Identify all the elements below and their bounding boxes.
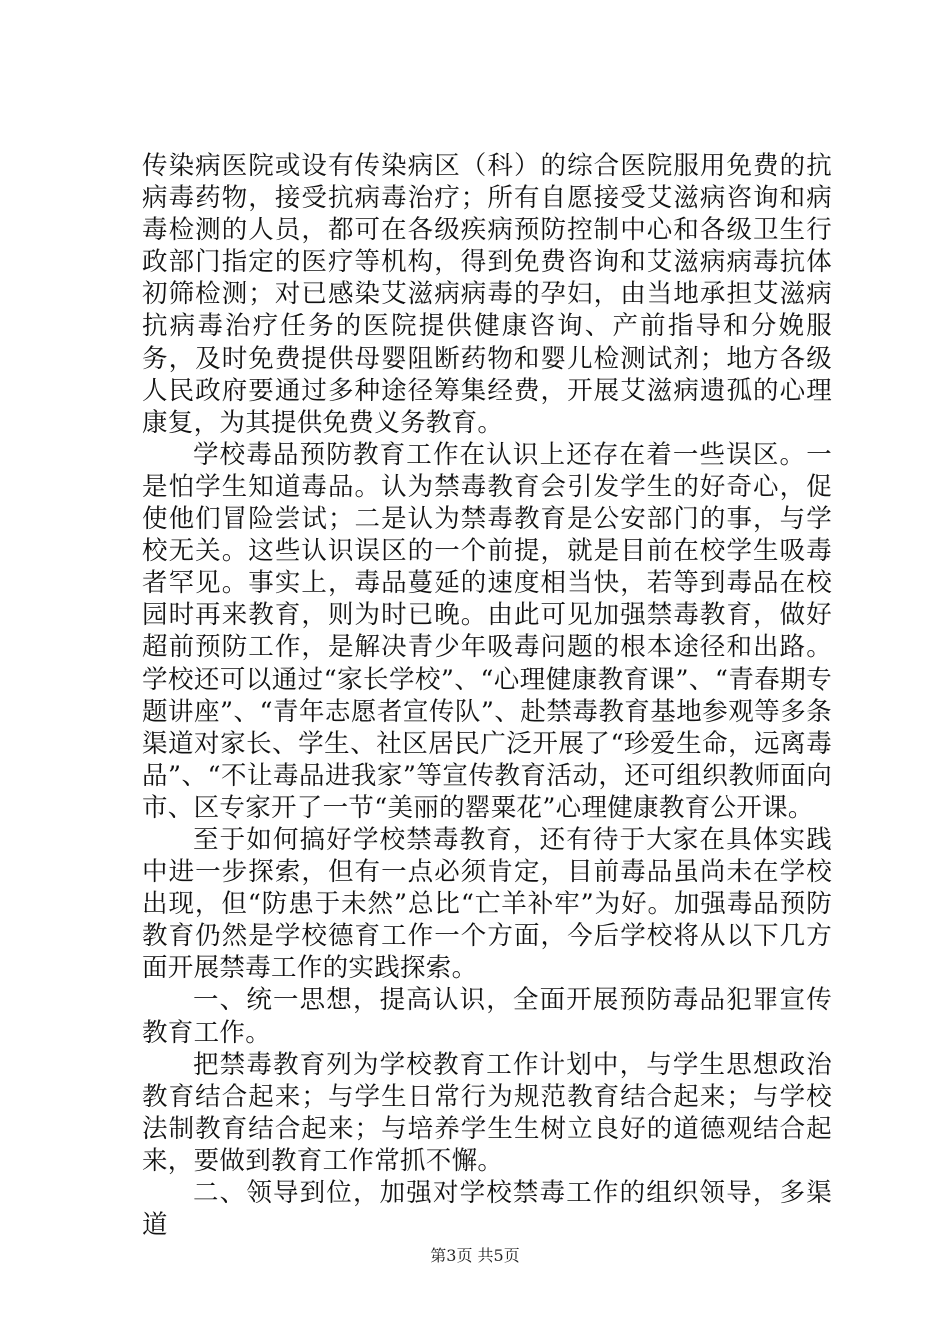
paragraph-4: 把禁毒教育列为学校教育工作计划中，与学生思想政治教育结合起来；与学生日常行为规范教育结合起来；与学校法制教育结合起来；与培养学生生树立良好的道德观结合起来，要做到教育工作常抓不懈。 xyxy=(142,1049,832,1176)
paragraph-1: 传染病医院或设有传染病区（科）的综合医院服用免费的抗病毒药物，接受抗病毒治疗；所有自愿接受艾滋病咨询和病毒检测的人员，都可在各级疾病预防控制中心和各级卫生行政部门指定的医疗等机构，得到免费咨询和艾滋病病毒抗体初筛检测；对已感染艾滋病病毒的孕妇，由当地承担艾滋病抗病毒治疗任务的医院提供健康咨询、产前指导和分娩服务，及时免费提供母婴阻断药物和婴儿检测试剂；地方各级人民政府要通过多种途径筹集经费，开展艾滋病遗孤的心理康复，为其提供免费义务教育。 xyxy=(142,151,832,438)
paragraph-2: 学校毒品预防教育工作在认识上还存在着一些误区。一是怕学生知道毒品。认为禁毒教育会引发学生的好奇心，促使他们冒险尝试；二是认为禁毒教育是公安部门的事，与学校无关。这些认识误区的一个前提，就是目前在校学生吸毒者罕见。事实上，毒品蔓延的速度相当快，若等到毒品在校园时再来教育，则为时已晚。由此可见加强禁毒教育，做好超前预防工作，是解决青少年吸毒问题的根本途径和出路。学校还可以通过“家长学校”、“心理健康教育课”、“青春期专题讲座”、“青年志愿者宣传队”、赴禁毒教育基地参观等多条渠道对家长、学生、社区居民广泛开展了“珍爱生命，远离毒品”、“不让毒品进我家”等宣传教育活动，还可组织教师面向市、区专家开了一节“美丽的罂粟花”心理健康教育公开课。 xyxy=(142,439,832,823)
heading-section-2: 二、领导到位，加强对学校禁毒工作的组织领导，多渠道 xyxy=(142,1178,832,1241)
page-footer: 第3页 共5页 xyxy=(430,1246,520,1265)
paragraph-3: 至于如何搞好学校禁毒教育，还有待于大家在具体实践中进一步探索，但有一点必须肯定，目前毒品虽尚未在学校出现，但“防患于未然”总比“亡羊补牢”为好。加强毒品预防教育仍然是学校德育工作一个方面，今后学校将从以下几方面开展禁毒工作的实践探索。 xyxy=(142,824,832,984)
heading-section-1: 一、统一思想，提高认识，全面开展预防毒品犯罪宣传教育工作。 xyxy=(142,985,832,1048)
document-body xyxy=(142,150,832,1241)
